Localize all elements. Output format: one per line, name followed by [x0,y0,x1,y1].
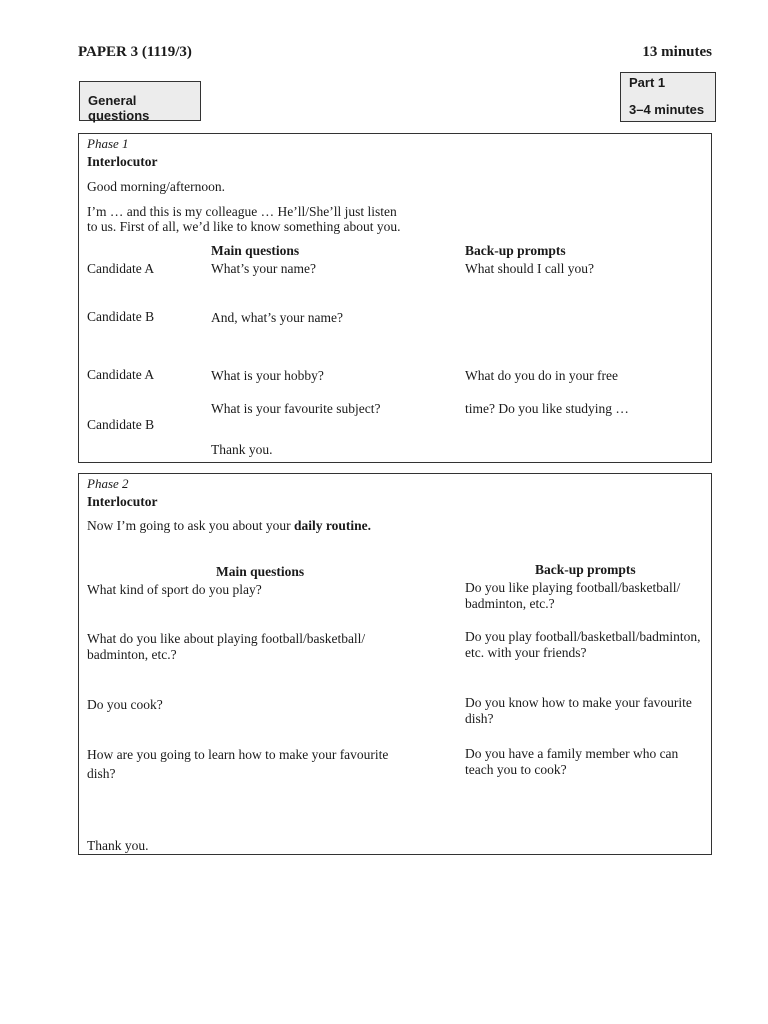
part-label: Part 1 [629,75,666,90]
main-question: Do you cook? [87,697,163,712]
phase-1-thanks: Thank you. [211,442,273,457]
part-duration: 3–4 minutes [629,102,705,117]
section-label-box [79,81,201,121]
phase-2-intro-text: Now I’m going to ask you about your [87,518,294,533]
backup-prompt: Do you know how to make your favourite [465,695,692,710]
backup-prompt-cont: teach you to cook? [465,762,567,777]
phase-2-intro [87,518,371,533]
phase-2-backup-header: Back-up prompts [535,562,636,577]
backup-prompt-cont: dish? [465,711,494,726]
main-question: And, what’s your name? [211,310,343,325]
backup-prompt: What do you do in your free [465,368,618,383]
candidate-label: Candidate B [87,309,155,324]
main-question: What’s your name? [211,261,316,276]
phase-2-intro-topic: daily routine. [293,518,371,533]
phase-2-box [78,473,712,855]
main-question: How are you going to learn how to make your favourite [87,747,389,762]
phase-2-main-header: Main questions [216,564,305,579]
phase-1-greeting: Good morning/afternoon. [87,179,225,194]
phase-2-label: Phase 2 [87,476,129,491]
backup-prompt: Do you play football/basketball/badminton, [465,629,701,644]
backup-prompt: time? Do you like studying … [465,401,629,416]
exam-duration: 13 minutes [642,44,712,60]
main-question: What do you like about playing football/basketball/ [87,631,366,646]
main-question: What is your hobby? [211,368,324,383]
phase-1-box [78,133,712,463]
section-label: General questions [88,93,150,123]
candidate-label: Candidate A [87,261,155,276]
backup-prompt-cont: badminton, etc.? [465,596,555,611]
phase-1-intro-line-1: I’m … and this is my colleague … He’ll/She’ll just listen [87,204,397,219]
candidate-label: Candidate A [87,367,155,382]
phase-1-intro-line-2: to us. First of all, we’d like to know something about you. [87,219,401,234]
phase-2-thanks: Thank you. [87,838,149,853]
phase-1-main-header: Main questions [211,243,300,258]
part-box [620,72,716,122]
phase-1-backup-header: Back-up prompts [465,243,566,258]
backup-prompt: Do you like playing football/basketball/ [465,580,681,595]
main-question: What kind of sport do you play? [87,582,262,597]
phase-2-role: Interlocutor [87,494,158,509]
candidate-label: Candidate B [87,417,155,432]
main-question: What is your favourite subject? [211,401,381,416]
backup-prompt: Do you have a family member who can [465,746,679,761]
main-question-cont: badminton, etc.? [87,647,177,662]
backup-prompt-cont: etc. with your friends? [465,645,587,660]
phase-1-role: Interlocutor [87,154,158,169]
paper-title: PAPER 3 (1119/3) [78,44,192,60]
backup-prompt: What should I call you? [465,261,594,276]
phase-1-label: Phase 1 [87,136,129,151]
main-question-cont: dish? [87,766,116,781]
